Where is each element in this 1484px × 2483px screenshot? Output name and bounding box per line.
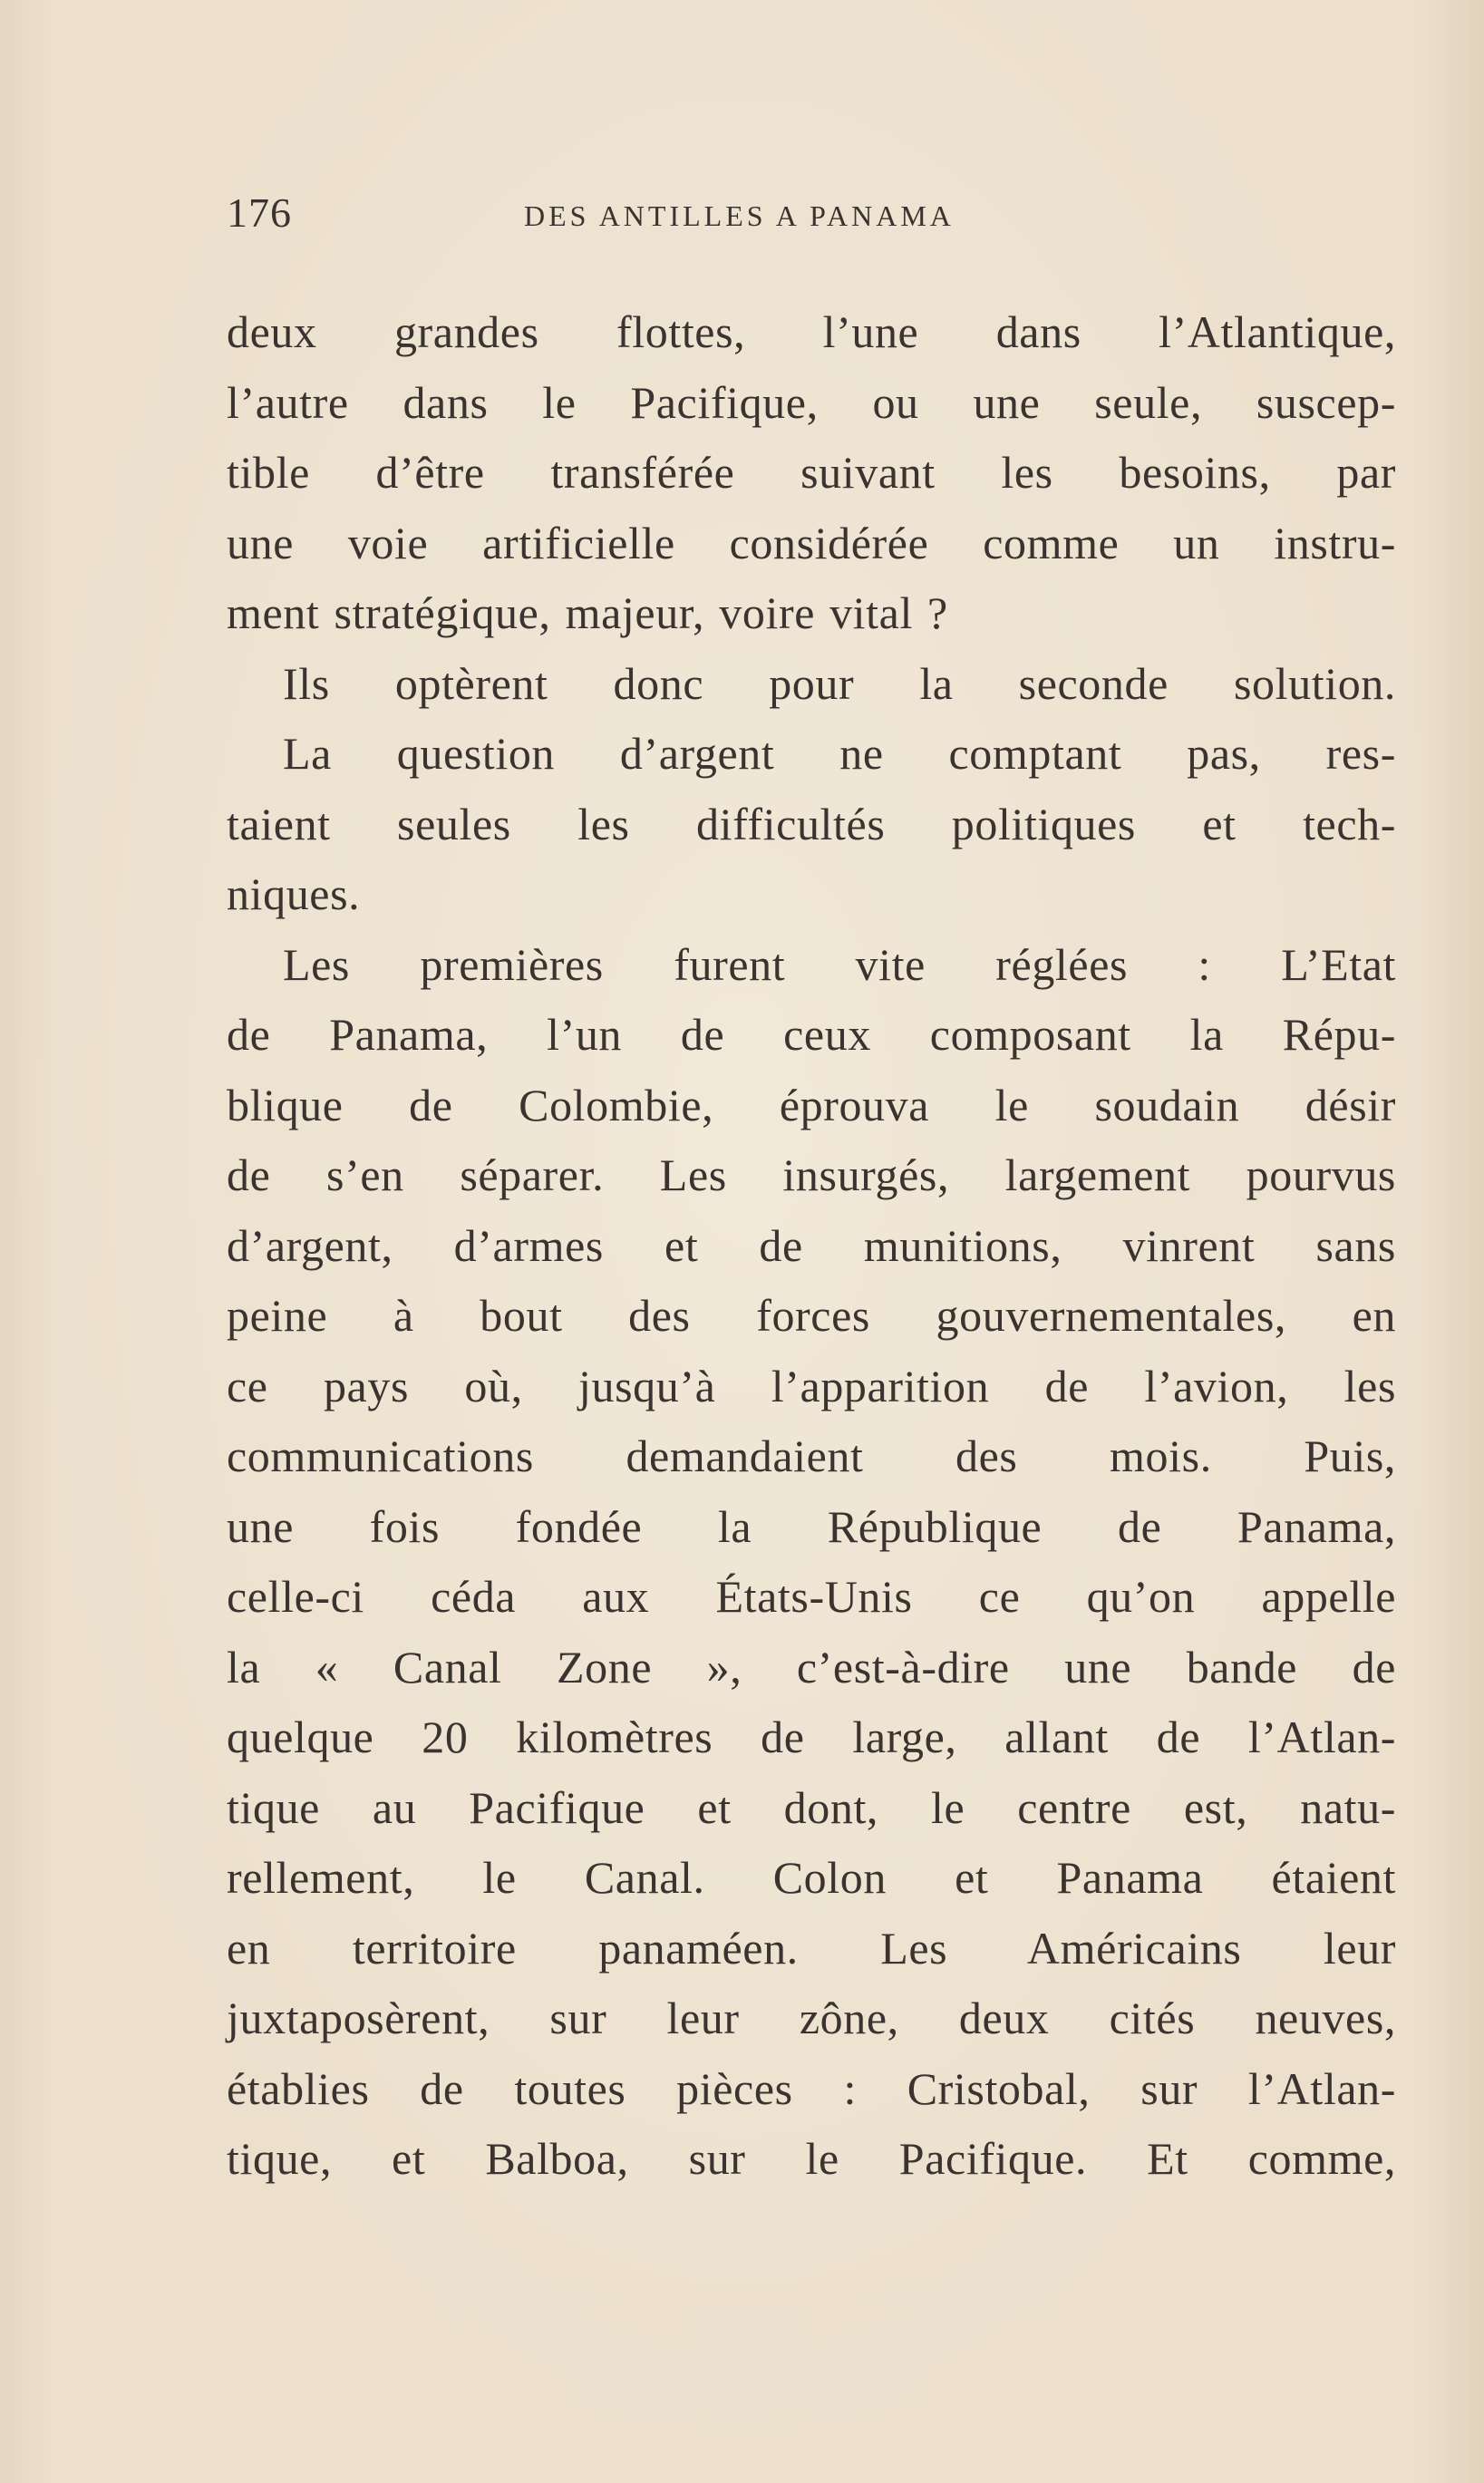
text-line: établies de toutes pièces : Cristobal, sur l’Atlan- bbox=[227, 2062, 1396, 2114]
text-line: tique, et Balboa, sur le Pacifique. Et comme, bbox=[227, 2133, 1396, 2184]
page-number: 176 bbox=[227, 189, 292, 236]
text-line: peine à bout des forces gouvernementales, en bbox=[227, 1290, 1396, 1341]
text-line: tique au Pacifique et dont, le centre est, natu- bbox=[227, 1781, 1396, 1833]
text-line: rellement, le Canal. Colon et Panama étaient bbox=[227, 1852, 1396, 1903]
text-line: en territoire panaméen. Les Américains leur bbox=[227, 1922, 1396, 1974]
text-line: Ils optèrent donc pour la seconde solution. bbox=[283, 657, 1396, 709]
text-line: ce pays où, jusqu’à l’apparition de l’avion, les bbox=[227, 1360, 1396, 1411]
text-line: de s’en séparer. Les insurgés, largement pourvus bbox=[227, 1149, 1396, 1200]
text-line: l’autre dans le Pacifique, ou une seule, suscep- bbox=[227, 376, 1396, 428]
text-line: de Panama, l’un de ceux composant la Répu- bbox=[227, 1009, 1396, 1060]
text-line: tible d’être transférée suivant les besoins, par bbox=[227, 447, 1396, 498]
text-line: deux grandes flottes, l’une dans l’Atlantique, bbox=[227, 306, 1396, 357]
text-line: une voie artificielle considérée comme un instru- bbox=[227, 517, 1396, 568]
text-line: communications demandaient des mois. Puis, bbox=[227, 1431, 1396, 1481]
text-line: ment stratégique, majeur, voire vital ? bbox=[227, 587, 948, 638]
text-line: taient seules les difficultés politiques et tech- bbox=[227, 798, 1396, 849]
text-line: Les premières furent vite réglées : L’Etat bbox=[283, 938, 1396, 990]
text-line: la « Canal Zone », c’est-à-dire une bande de bbox=[227, 1641, 1396, 1693]
text-line: quelque 20 kilomètres de large, allant de l’Atlan- bbox=[227, 1712, 1396, 1762]
body-text bbox=[227, 297, 1396, 2195]
page-header bbox=[227, 189, 1405, 252]
text-line: niques. bbox=[227, 868, 361, 919]
text-line: blique de Colombie, éprouva le soudain désir bbox=[227, 1079, 1396, 1130]
text-line: d’argent, d’armes et de munitions, vinrent sans bbox=[227, 1219, 1396, 1271]
running-title: DES ANTILLES A PANAMA bbox=[524, 199, 955, 232]
text-line: juxtaposèrent, sur leur zône, deux cités neuves, bbox=[227, 1993, 1396, 2043]
text-line: La question d’argent ne comptant pas, res- bbox=[283, 728, 1396, 779]
text-line: celle-ci céda aux États-Unis ce qu’on appelle bbox=[227, 1571, 1396, 1622]
text-line: une fois fondée la République de Panama, bbox=[227, 1500, 1396, 1552]
